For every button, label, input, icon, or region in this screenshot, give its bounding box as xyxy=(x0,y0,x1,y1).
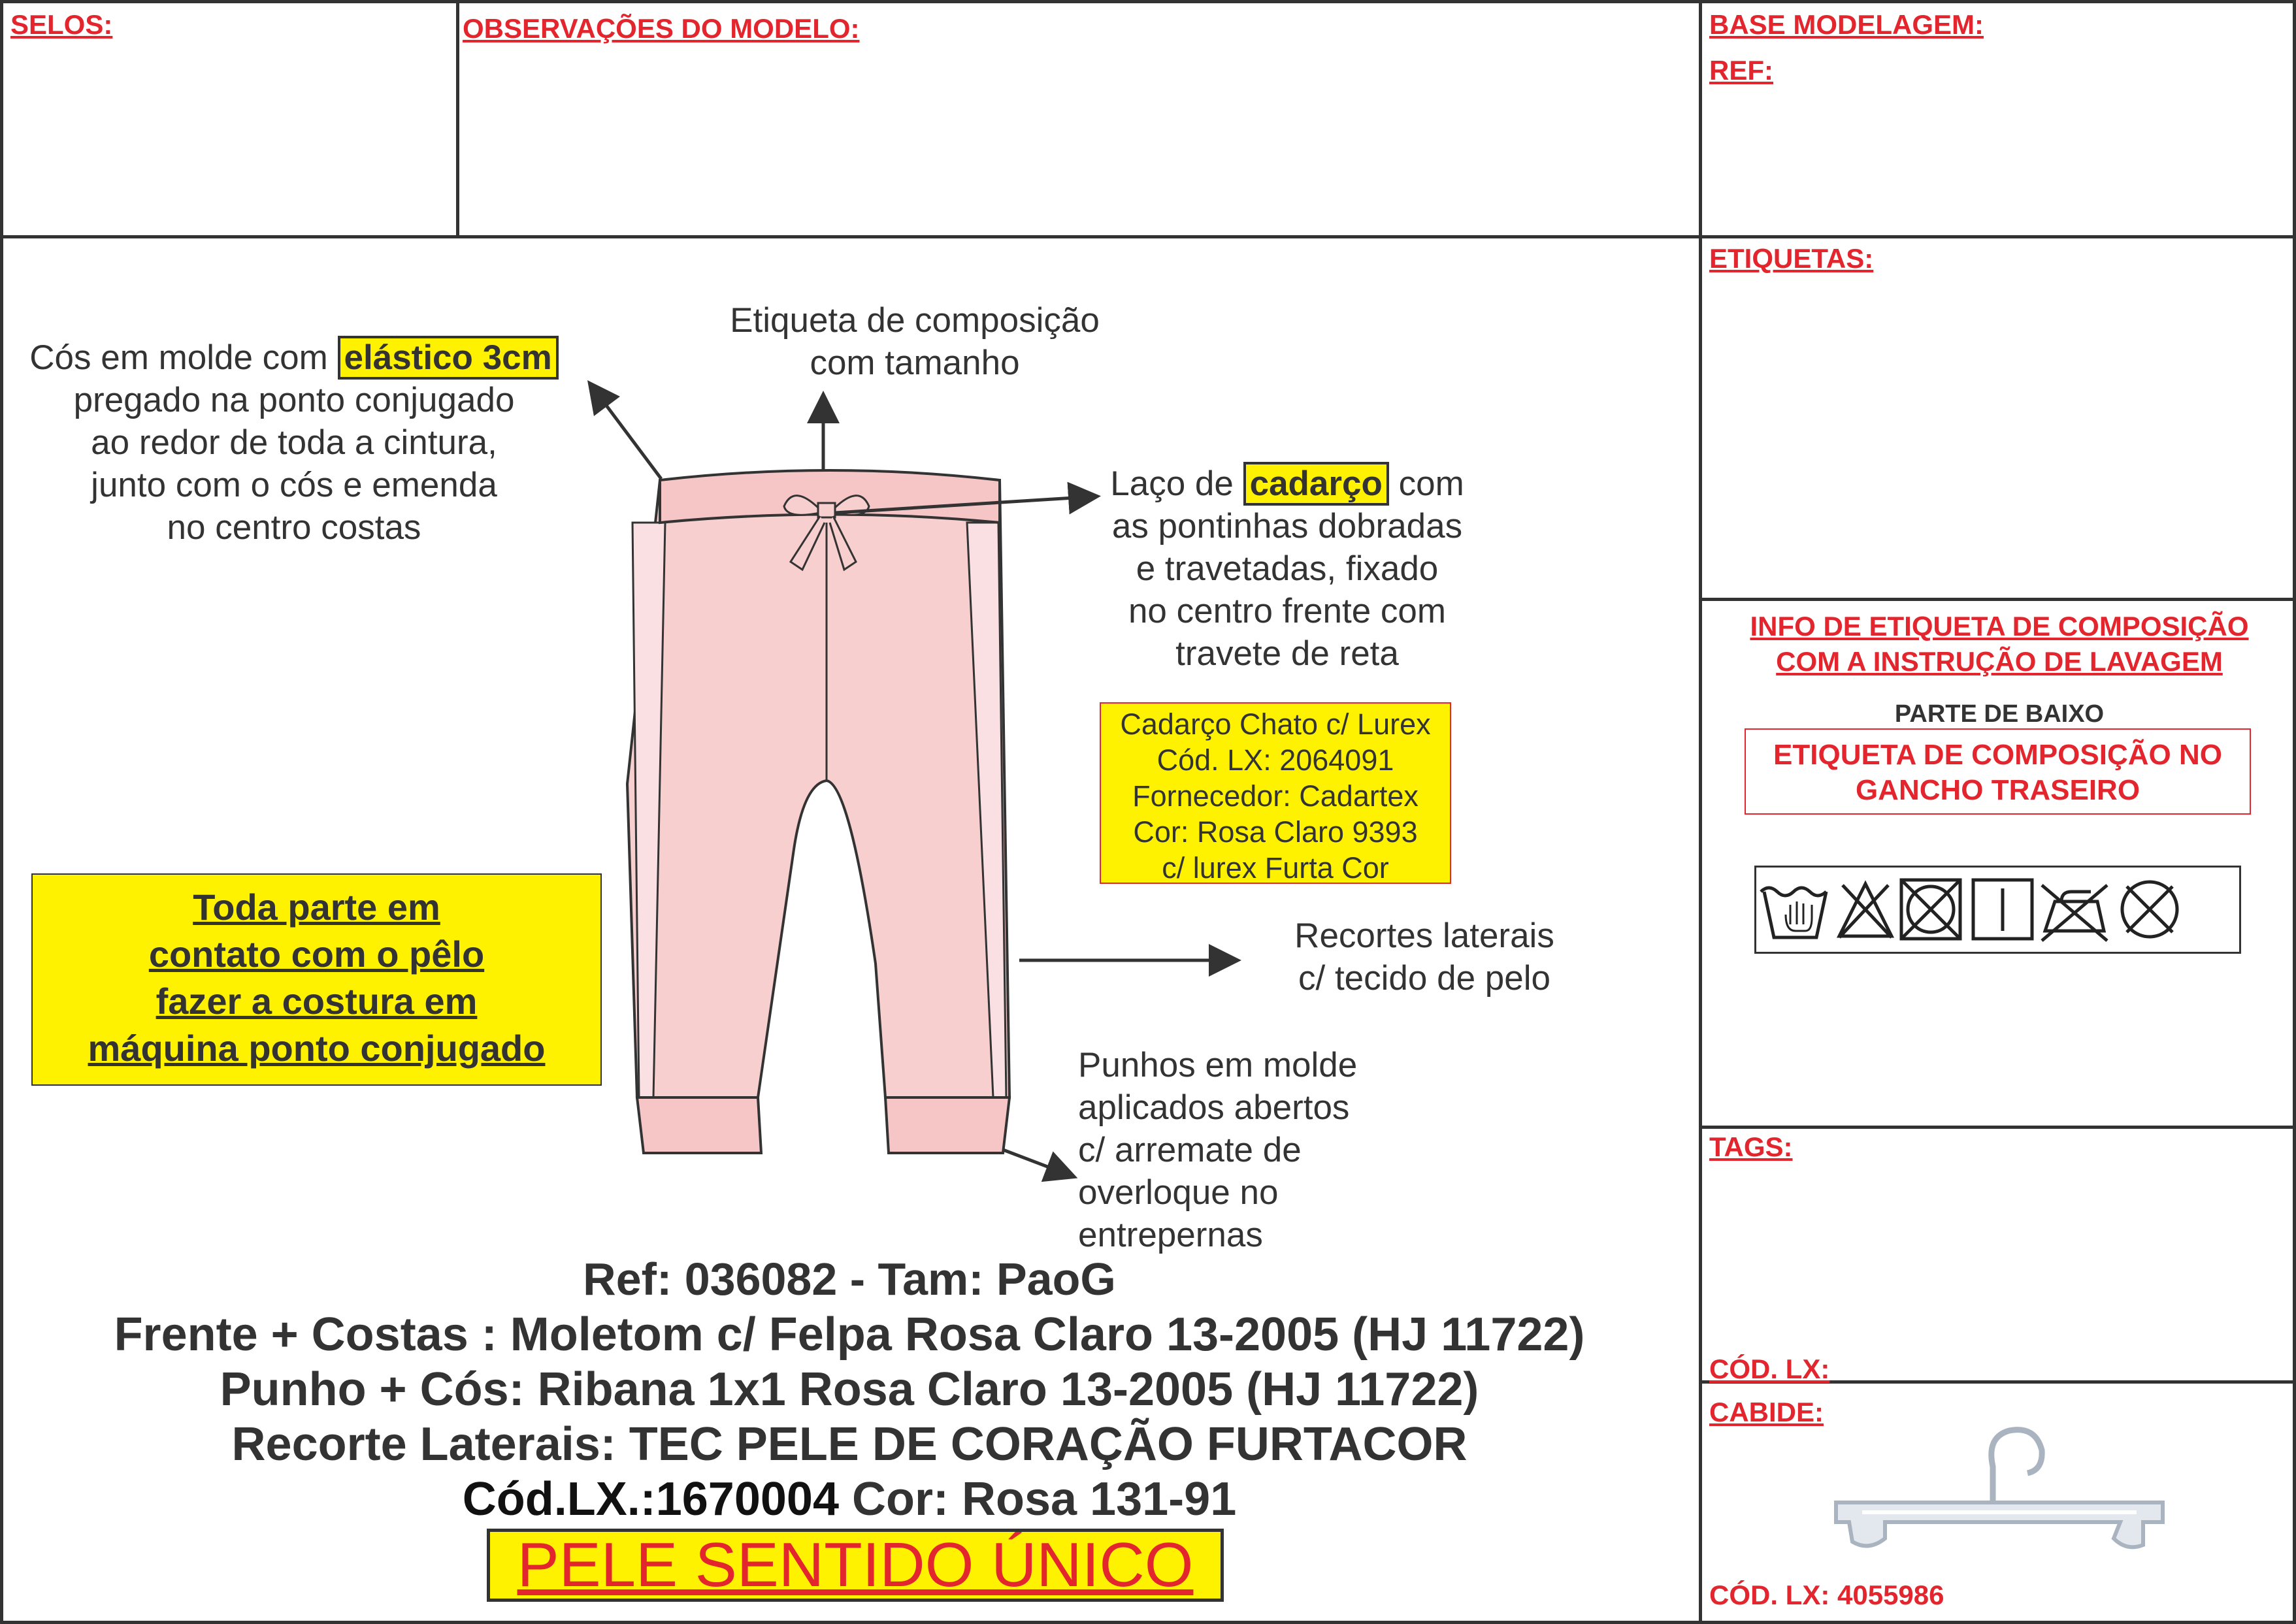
etiqueta-line1: ETIQUETA DE COMPOSIÇÃO NO xyxy=(1773,739,2222,771)
bow-first-line xyxy=(1085,463,1490,505)
pele-banner xyxy=(487,1529,1224,1602)
cuffs-note xyxy=(1078,1044,1444,1256)
warning-line: Toda parte em xyxy=(193,886,440,928)
selos-label: SELOS: xyxy=(10,9,113,40)
cabide-label: CABIDE: xyxy=(1709,1397,1824,1427)
cord-line: Fornecedor: Cadartex xyxy=(1132,779,1419,813)
cuff-line: Punhos em molde xyxy=(1078,1046,1358,1084)
spec-cor: Cor: Rosa 131-91 xyxy=(839,1473,1237,1525)
info-title-line2: COM A INSTRUÇÃO DE LAVAGEM xyxy=(1776,646,2223,677)
pele-text: PELE SENTIDO ÚNICO xyxy=(517,1530,1194,1600)
bow-line: as pontinhas dobradas xyxy=(1111,507,1463,545)
etiqueta-gancho-box xyxy=(1745,728,2251,815)
hanger-icon xyxy=(1823,1405,2182,1561)
bow-line: e travetadas, fixado xyxy=(1136,549,1439,588)
hand-wash-icon xyxy=(1761,888,1826,937)
info-title-line1: INFO DE ETIQUETA DE COMPOSIÇÃO xyxy=(1750,611,2249,641)
cuff-line: c/ arremate de xyxy=(1078,1131,1302,1169)
spec-cuff-waist: Punho + Cós: Ribana 1x1 Rosa Claro 13-2005 (HJ 11722) xyxy=(220,1363,1479,1416)
waistband-line: junto com o cós e emenda xyxy=(91,466,497,504)
etiqueta-line2: GANCHO TRASEIRO xyxy=(1855,774,2140,806)
spec-cod-cor xyxy=(0,1472,1699,1526)
sidebar-rule-3 xyxy=(1699,1126,2296,1129)
right-cuff xyxy=(885,1097,1009,1153)
sidebar-rule-2 xyxy=(1699,598,2296,601)
no-tumble-dry-icon xyxy=(1901,880,1960,939)
etiquetas-label: ETIQUETAS: xyxy=(1709,243,1874,274)
cord-line: Cor: Rosa Claro 9393 xyxy=(1133,815,1418,849)
spec-side-cut: Recorte Laterais: TEC PELE DE CORAÇÃO FURTACOR xyxy=(231,1418,1468,1470)
side-panels-note xyxy=(1241,915,1607,999)
spec-cod: Cód.LX.:1670004 xyxy=(462,1473,839,1525)
waistband-highlight: elástico 3cm xyxy=(338,336,559,380)
observacoes-label: OBSERVAÇÕES DO MODELO: xyxy=(463,13,860,44)
bow-line: travete de reta xyxy=(1175,634,1399,673)
bow-prefix: Laço de xyxy=(1110,464,1234,503)
warning-line: máquina ponto conjugado xyxy=(88,1028,546,1069)
cord-line: c/ lurex Furta Cor xyxy=(1162,851,1389,885)
label-tag-line: com tamanho xyxy=(810,344,1020,382)
care-symbols-strip xyxy=(1754,866,2241,954)
bow-note xyxy=(1085,463,1490,675)
no-dry-clean-icon xyxy=(2122,882,2177,937)
warning-line: fazer a costura em xyxy=(156,981,478,1022)
waistband-line: no centro costas xyxy=(167,508,421,547)
line-dry-icon xyxy=(1973,880,2032,939)
side-line: Recortes laterais xyxy=(1294,917,1554,955)
cord-spec-box xyxy=(1100,702,1451,884)
no-bleach-icon xyxy=(1839,884,1892,937)
spec-front-back: Frente + Costas : Moletom c/ Felpa Rosa Claro 13-2005 (HJ 11722) xyxy=(114,1308,1585,1361)
cuff-line: entrepernas xyxy=(1078,1216,1263,1254)
cod-lx-label: CÓD. LX: xyxy=(1709,1354,1830,1384)
arrow-waistband xyxy=(591,385,661,479)
waistband-line: ao redor de toda a cintura, xyxy=(91,423,497,462)
cabide-cod: CÓD. LX: 4055986 xyxy=(1709,1580,1944,1610)
arrow-cuff xyxy=(1003,1150,1072,1176)
base-modelagem-label: BASE MODELAGEM: xyxy=(1709,9,1984,40)
cord-line: Cadarço Chato c/ Lurex xyxy=(1120,707,1431,741)
label-tag-line: Etiqueta de composição xyxy=(730,301,1100,340)
waistband-first-line xyxy=(7,336,582,379)
bow-highlight: cadarço xyxy=(1243,462,1389,506)
cord-line: Cód. LX: 2064091 xyxy=(1156,743,1394,777)
warning-line: contato com o pêlo xyxy=(148,934,485,975)
left-cuff xyxy=(637,1097,761,1153)
bow-suffix: com xyxy=(1398,464,1464,503)
waistband-note xyxy=(7,336,582,549)
label-tag-note xyxy=(693,299,1137,384)
ref-label: REF: xyxy=(1709,55,1773,86)
warning-box xyxy=(31,873,602,1086)
spec-ref: Ref: 036082 - Tam: PaoG xyxy=(583,1254,1116,1305)
no-iron-icon xyxy=(2042,885,2107,941)
pants-body xyxy=(627,480,1009,1097)
side-line: c/ tecido de pelo xyxy=(1298,959,1550,998)
sidebar-rule-1 xyxy=(1699,235,2296,238)
waistband-line: pregado na ponto conjugado xyxy=(73,381,515,419)
bow-line: no centro frente com xyxy=(1128,592,1447,630)
waistband-prefix: Cós em molde com xyxy=(29,338,328,377)
parte-label: PARTE DE BAIXO xyxy=(1894,700,2105,728)
tags-label: TAGS: xyxy=(1709,1131,1793,1162)
cuff-line: overloque no xyxy=(1078,1173,1279,1212)
info-etiqueta-title xyxy=(1705,609,2293,679)
cuff-line: aplicados abertos xyxy=(1078,1088,1350,1127)
